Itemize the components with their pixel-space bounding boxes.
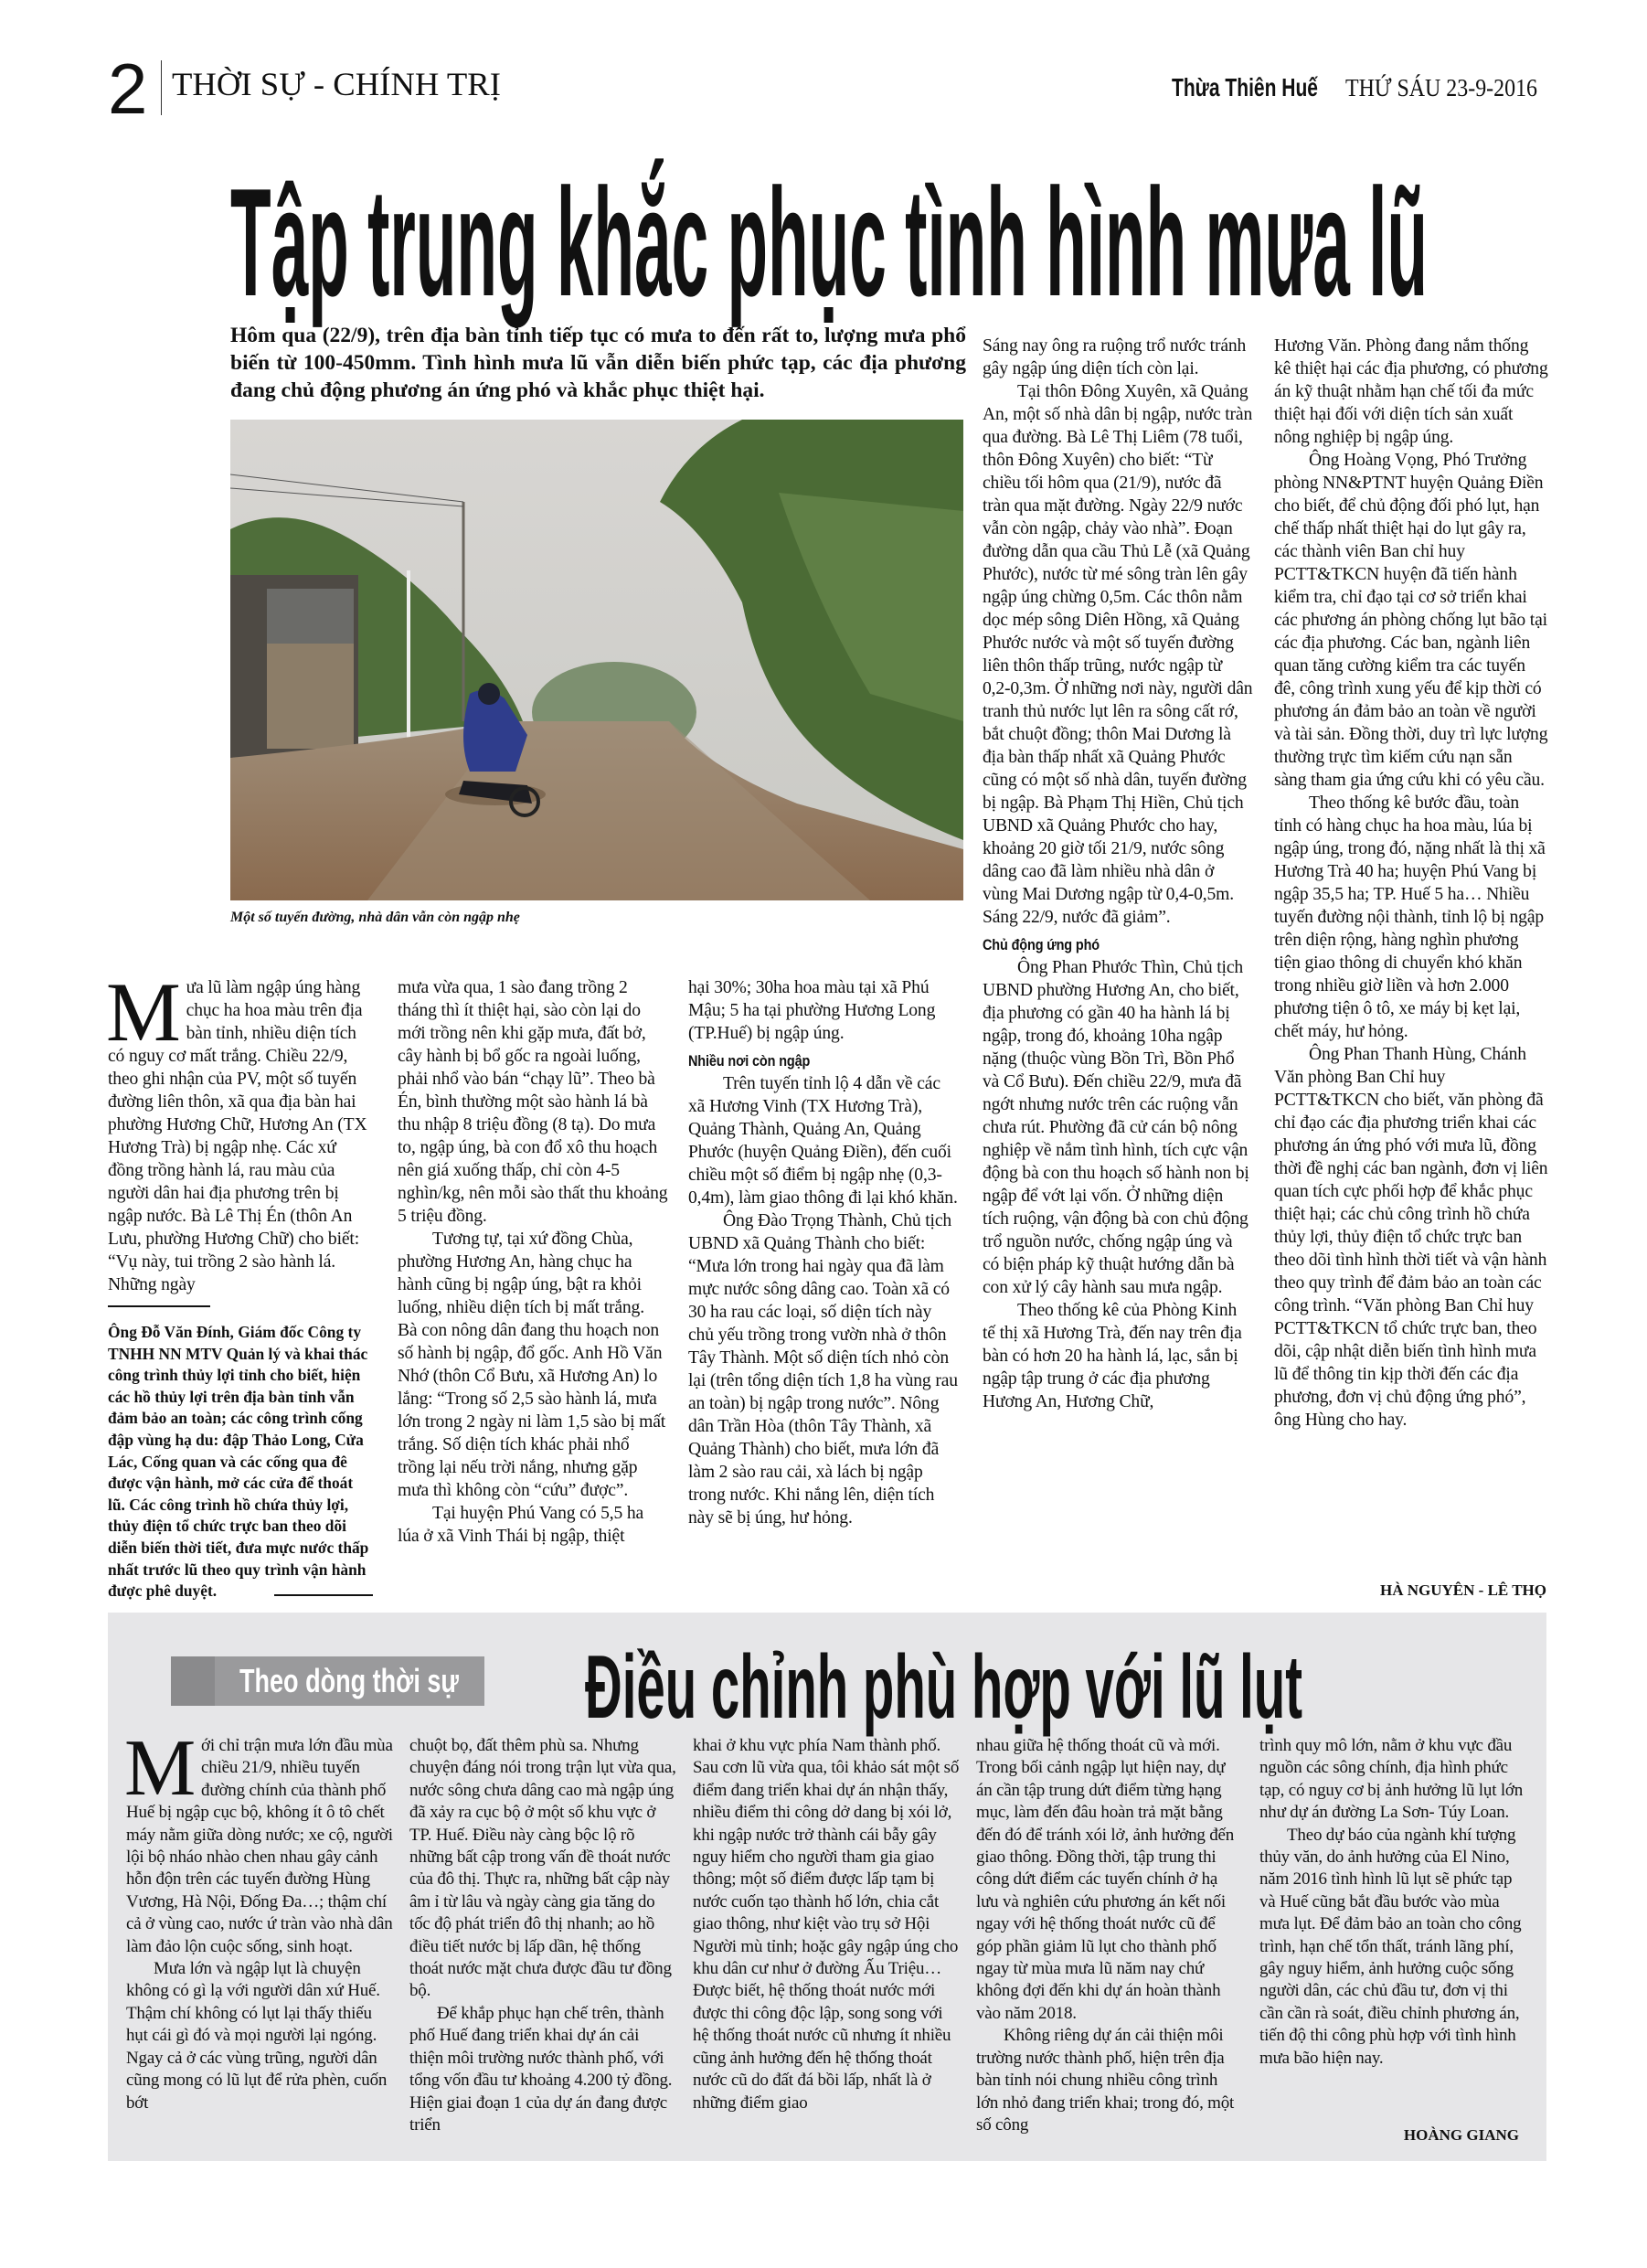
paragraph-text: ưa lũ làm ngập úng hàng chục ha hoa màu trên địa bàn tỉnh, nhiều diện tích có nguy cơ mất trắng. Chiều 22/9, theo ghi nhận của PV, một số tuyến đường liên thôn, xã qua địa bàn hai phường Hương Chữ, Hương An (TX Hương Trà) bị ngập nhẹ. Các xứ đồng trồng hành lá, rau màu của người dân hai địa phương trên bị ngập nước. Bà Lê Thị Én (thôn An Lưu, phường Hương Chữ) cho biết: “Vụ này, tui trồng 2 sào hành lá. Những ngày <box>108 978 367 1294</box>
issue-date <box>1345 73 1537 102</box>
paragraph: hại 30%; 30ha hoa màu tại xã Phú Mậu; 5 ha tại phường Hương Long (TP.Huế) bị ngập úng. <box>688 978 936 1043</box>
newspaper-name <box>1172 73 1318 102</box>
main-headline <box>230 155 1428 329</box>
issue-date-text: THỨ SÁU 23-9-2016 <box>1345 74 1537 101</box>
sidebar-rule <box>274 1594 373 1596</box>
paragraph: Hương Văn. Phòng đang nắm thống kê thiệt hại các địa phương, có phương án kỹ thuật nhằm hạn chế tối đa mức thiệt hại đối với diện tích sản xuất nông nghiệp bị ngập úng. <box>1274 336 1548 447</box>
article-lede: Hôm qua (22/9), trên địa bàn tỉnh tiếp tục có mưa to đến rất to, lượng mưa phổ biến từ 100-450mm. Tình hình mưa lũ vẫn diễn biến phức tạp, các địa phương đang chủ động phương án ứng phó và khắc phục thiệt hại. <box>230 324 966 402</box>
paragraph: Ông Phan Phước Thìn, Chủ tịch UBND phường Hương An, cho biết, địa phương có gần 40 ha hành lá bị ngập, trong đó, khoảng 10ha ngập nặng (thuộc vùng Bồn Trì, Bồn Phổ và Cổ Bưu). Đến chiều 22/9, mưa đã ngớt nhưng nước trên các ruộng vẫn chưa rút. Phường đã cử cán bộ nông nghiệp về nắm tình hình, tích cực vận động bà con thu hoạch số hành non bị ngập để vớt lại vốn. Ở những diện tích ruộng, vận động bà con chủ động trổ nguồn nước, chống ngập úng và có biện pháp kỹ thuật hướng dẫn bà con xử lý cây hành sau mưa ngập. <box>983 958 1249 1297</box>
paragraph: Ông Hoàng Vọng, Phó Trưởng phòng NN&PTNT huyện Quảng Điền cho biết, để chủ động đối phó lụt, hạn chế thấp nhất thiệt hại do lụt gây ra, các thành viên Ban chỉ huy PCTT&TKCN huyện đã tiến hành kiểm tra, chỉ đạo tại cơ sở triển khai các phương án phòng chống lụt bão tại các địa phương. Các ban, ngành liên quan tăng cường kiểm tra các tuyến đê, công trình xung yếu để kịp thời có phương án đảm bảo an toàn về người và tài sản. Đồng thời, duy trì lực lượng thường trực tìm kiếm cứu nạn sẵn sàng tham gia ứng cứu khi có yêu cầu. <box>1274 451 1548 790</box>
paragraph: Theo thống kê của Phòng Kinh tế thị xã Hương Trà, đến nay trên địa bàn có hơn 20 ha hành lá, lạc, sắn bị ngập tập trung ở các địa phương Hương An, Hương Chữ, <box>983 1301 1242 1411</box>
commentary-headline <box>585 1636 1302 1737</box>
paragraph: Mưa lớn và ngập lụt là chuyện không có gì lạ với người dân xứ Huế. Thậm chí không có lụt lại thấy thiếu hụt cái gì đó và mọi người lại ngóng. Ngay cả ở các vùng trũng, người dân cũng mong có lũ lụt để rửa phèn, cuốn bớt <box>126 1959 388 2113</box>
paragraph <box>124 1724 393 1958</box>
paragraph: Ông Đào Trọng Thành, Chủ tịch UBND xã Quảng Thành cho biết: “Mưa lớn trong hai ngày qua đã làm mực nước sông dâng cao. Toàn xã có 30 ha rau các loại, số diện tích này chủ yếu trồng trong vườn nhà ở thôn Tây Thành. Một số diện tích nhỏ còn lại (trên tổng diện tích 1,8 ha vùng rau an toàn) bị ngập trong nước”. Nông dân Trần Hòa (thôn Tây Thành, xã Quảng Thành) cho biết, mưa lớn đã làm 2 sào rau cải, xà lách bị ngập trong nước. Khi nắng lên, diện tích này sẽ bị úng, hư hỏng. <box>688 1211 958 1528</box>
section-title-text: THỜI SỰ - CHÍNH TRỊ <box>172 66 501 102</box>
commentary-column <box>409 1735 676 2136</box>
paragraph: trình quy mô lớn, nằm ở khu vực đầu nguồn các sông chính, địa hình phức tạp, có nguy cơ bị ảnh hưởng lũ lụt lớn như dự án đường La Sơn- Túy Loan. <box>1259 1736 1524 1823</box>
article-column <box>983 335 1253 1413</box>
paragraph: nhau giữa hệ thống thoát cũ và mới. Trong bối cảnh ngập lụt hiện nay, dự án cần tập trung dứt điểm từng hạng mục, làm đến đâu hoàn trả mặt bằng đến đó để tránh xói lở, ảnh hưởng đến giao thông. Đồng thời, tập trung thi công dứt điểm các tuyến chính ở hạ lưu và nghiên cứu phương án kết nối ngay với hệ thống thoát nước cũ để góp phần giảm lũ lụt cho thành phố ngay từ mùa mưa lũ năm nay chứ không đợi đến khi dự án hoàn thành vào năm 2018. <box>976 1736 1235 2023</box>
column-tag-strip <box>171 1656 215 1706</box>
paragraph-text: ới chỉ trận mưa lớn đầu mùa chiều 21/9, nhiều tuyến đường chính của thành phố Huế bị ngập cục bộ, không ít ô tô chết máy nằm giữa dòng nước; xe cộ, người lội bộ nháo nhào chen nhau gây cảnh hỗn độn trên các tuyến đường Hùng Vương, Hà Nội, Đống Đa…; thậm chí cả ở vùng cao, nước ứ tràn vào nhà dân làm đảo lộn cuộc sống, sinh hoạt. <box>126 1736 393 1956</box>
newspaper-name-text: Thừa Thiên Huế <box>1172 73 1318 101</box>
column-tag-label <box>239 1660 459 1702</box>
paragraph: Tại thôn Đông Xuyên, xã Quảng An, một số nhà dân bị ngập, nước tràn qua đường. Bà Lê Thị Liêm (78 tuổi, thôn Đông Xuyên) cho biết: “Từ chiều tối hôm qua (21/9), nước đã tràn qua mặt đường. Ngày 22/9 nước vẫn còn ngập, chảy vào nhà”. Đoạn đường dẫn qua cầu Thủ Lễ (xã Quảng Phước), nước từ mé sông tràn lên gây ngập úng chừng 0,5m. Các thôn nằm dọc mép sông Diên Hồng, xã Quảng Phước nước và một số tuyến đường liên thôn thấp trũng, nước ngập từ 0,2-0,3m. Ở những nơi này, người dân tranh thủ nước lụt lên ra sông cất rớ, bắt chuột đồng; thôn Mai Dương là địa bàn thấp nhất xã Quảng Phước cũng có một số nhà dân, tuyến đường bị ngập. Bà Phạm Thị Hiền, Chủ tịch UBND xã Quảng Phước cho hay, khoảng 20 giờ tối 21/9, nước sông dâng cao đã làm nhiều nhà dân ở vùng Mai Dương ngập từ 0,4-0,5m. Sáng 22/9, nước đã giảm”. <box>983 382 1253 927</box>
commentary-column <box>1259 1735 1526 2070</box>
commentary-column <box>693 1735 960 2114</box>
drop-cap: M <box>124 1724 197 1813</box>
paragraph: khai ở khu vực phía Nam thành phố. Sau cơn lũ vừa qua, tôi khảo sát một số điểm đang triển khai dự án nhận thấy, nhiều điểm thi công dở dang bị xói lở, khi ngập nước trở thành cái bẫy gây nguy hiểm cho người tham gia giao thông; một số điểm được lấp tạm bị nước cuốn tạo thành hố lớn, chia cắt giao thông, như kiệt vào trụ sở Hội Người mù tỉnh; hoặc gây ngập úng cho khu dân cư như ở đường Ấu Triệu… Được biết, hệ thống thoát nước mới được thi công độc lập, song song với hệ thống thoát nước cũ nhưng ít nhiều cũng ảnh hưởng đến hệ thống thoát nước cũ do đất đá bồi lấp, nhất là ở những điểm giao <box>693 1736 960 2113</box>
paragraph: Sáng nay ông ra ruộng trổ nước tránh gây ngập úng diện tích còn lại. <box>983 336 1247 378</box>
paragraph: Không riêng dự án cải thiện môi trường nước thành phố, hiện trên địa bàn tỉnh nói chung nhiều công trình lớn nhỏ đang triển khai; trong đó, một số công <box>976 2026 1235 2135</box>
article-column <box>688 976 961 1529</box>
byline: HOÀNG GIANG <box>1403 2126 1519 2144</box>
article-column <box>398 976 668 1548</box>
paragraph: Ông Phan Thanh Hùng, Chánh Văn phòng Ban Chỉ huy PCTT&TKCN cho biết, văn phòng đã chỉ đạo các địa phương triển khai các phương án ứng phó với mưa lũ, đồng thời đề nghị các ban ngành, đơn vị liên quan tích cực phối hợp để khắc phục thiệt hại; các chủ công trình hồ chứa thủy lợi, thủy điện tổ chức trực ban theo dõi tình hình thời tiết và vận hành theo quy trình để đảm bảo an toàn các công trình. “Văn phòng Ban Chỉ huy PCTT&TKCN tổ chức trực ban, theo dõi, cập nhật diễn biến tình hình mưa lũ để thông tin kịp thời đến các địa phương, đơn vị chủ động ứng phó”, ông Hùng cho hay. <box>1274 1045 1548 1430</box>
paragraph: mưa vừa qua, 1 sào đang trồng 2 tháng thì ít thiệt hại, sào còn lại do mới trồng nên khi gặp mưa, đất bở, cây hành bị bổ gốc ra ngoài luống, phải nhổ vào bán “chạy lũ”. Theo bà Én, bình thường một sào hành lá bà thu nhập 8 triệu đồng (8 tạ). Do mưa to, ngập úng, bà con đổ xô thu hoạch nên giá xuống thấp, chỉ còn 4-5 nghìn/kg, nên mỗi sào thất thu khoảng 5 triệu đồng. <box>398 978 668 1226</box>
paragraph: Trên tuyến tỉnh lộ 4 dẫn về các xã Hương Vinh (TX Hương Trà), Quảng Thành, Quảng An, Quảng Phước (huyện Quảng Điền), đến cuối chiều một số điểm bị ngập nhẹ (0,3-0,4m), làm giao thông đi lại khó khăn. <box>688 1074 958 1208</box>
commentary-column <box>976 1735 1243 2136</box>
subheading: Chủ động ứng phó <box>983 936 1100 953</box>
header-divider <box>161 60 162 115</box>
byline: HÀ NGUYÊN - LÊ THỌ <box>1380 1581 1546 1599</box>
main-headline-text: Tập trung khắc phục tình hình mưa lũ <box>230 156 1428 328</box>
subheading: Nhiều nơi còn ngập <box>688 1052 811 1070</box>
section-title <box>172 66 501 102</box>
photo-caption: Một số tuyến đường, nhà dân vẫn còn ngập nhẹ <box>230 910 520 925</box>
column-tag-text: Theo dòng thời sự <box>239 1662 459 1699</box>
paragraph: chuột bọ, đất thêm phù sa. Nhưng chuyện đáng nói trong trận lụt vừa qua, nước sông chưa dâng cao mà ngập úng đã xảy ra cục bộ ở một số khu vực ở TP. Huế. Điều này càng bộc lộ rõ những bất cập trong vấn đề thoát nước của đô thị. Thực ra, những bất cập này âm ỉ từ lâu và ngày càng gia tăng do tốc độ phát triển đô thị nhanh; ao hồ điều tiết nước bị lấp dần, hệ thống thoát nước mặt chưa được đầu tư đồng bộ. <box>409 1736 676 2001</box>
paragraph: Tương tự, tại xứ đồng Chùa, phường Hương An, hàng chục ha hành cũng bị ngập úng, bật ra khỏi luống, nhiều diện tích bị mất trắng. Bà con nông dân đang thu hoạch non số hành bị ngập, đổ gốc. Anh Hồ Văn Nhớ (thôn Cổ Bưu, xã Hương An) lo lắng: “Trong số 2,5 sào hành lá, mưa lớn trong 2 ngày ni làm 1,5 sào bị mất trắng. Số diện tích khác phải nhổ trồng lại nếu trời nắng, nhưng gặp mưa thì không còn “cứu” được”. <box>398 1230 666 1500</box>
sidebar-quote: Ông Đỗ Văn Đính, Giám đốc Công ty TNHH NN MTV Quản lý và khai thác công trình thủy lợi tỉnh cho biết, hiện các hồ thủy lợi trên địa bàn tỉnh vẫn đảm bảo an toàn; các công trình cống đập vùng hạ du: đập Thảo Long, Cửa Lác, Cống quan và các cống qua đê được vận hành, mở các cửa để thoát lũ. Các công trình hồ chứa thủy lợi, thủy điện tổ chức trực ban theo dõi diễn biến thời tiết, đưa mực nước thấp nhất trước lũ theo quy trình vận hành được phê duyệt. <box>108 1323 369 1601</box>
page-number: 2 <box>108 48 148 129</box>
article-column <box>106 965 375 1296</box>
sidebar-rule <box>108 1305 210 1307</box>
paragraph <box>106 965 375 1296</box>
paragraph: Theo dự báo của ngành khí tượng thủy văn, do ảnh hưởng của El Nino, năm 2016 tình hình lũ lụt sẽ phức tạp và Huế cũng bắt đầu bước vào mùa mưa lụt. Để đảm bảo an toàn cho công trình, hạn chế tổn thất, tránh lãng phí, gây nguy hiểm, ảnh hưởng cuộc sống người dân, các chủ đầu tư, đơn vị thi cần cần rà soát, điều chỉnh phương án, tiến độ thi công phù hợp với tình hình mưa bão hiện nay. <box>1259 1825 1522 2068</box>
article-column <box>1274 335 1548 1432</box>
commentary-column <box>124 1724 393 2114</box>
paragraph: Tại huyện Phú Vang có 5,5 ha lúa ở xã Vinh Thái bị ngập, thiệt <box>398 1504 644 1546</box>
paragraph: Theo thống kê bước đầu, toàn tỉnh có hàng chục ha hoa màu, lúa bị ngập úng, trong đó, nặng nhất là thị xã Hương Trà 40 ha; huyện Phú Vang bị ngập 35,5 ha; TP. Huế 5 ha… Nhiều tuyến đường nội thành, tỉnh lộ bị ngập trên diện rộng, hàng nghìn phương tiện giao thông di chuyển khó khăn trong nhiều giờ liền và hơn 2.000 phương tiện ô tô, xe máy bị kẹt lại, chết máy, hư hỏng. <box>1274 793 1546 1041</box>
paragraph: Để khắp phục hạn chế trên, thành phố Huế đang triển khai dự án cải thiện môi trường nước thành phố, với tổng vốn đầu tư khoảng 4.200 tỷ đồng. Hiện giai đoạn 1 của dự án đang được triển <box>409 2003 673 2135</box>
flooded-road-photo <box>230 420 963 900</box>
commentary-headline-text: Điều chỉnh phù hợp với lũ lụt <box>585 1636 1302 1737</box>
drop-cap: M <box>106 965 181 1059</box>
